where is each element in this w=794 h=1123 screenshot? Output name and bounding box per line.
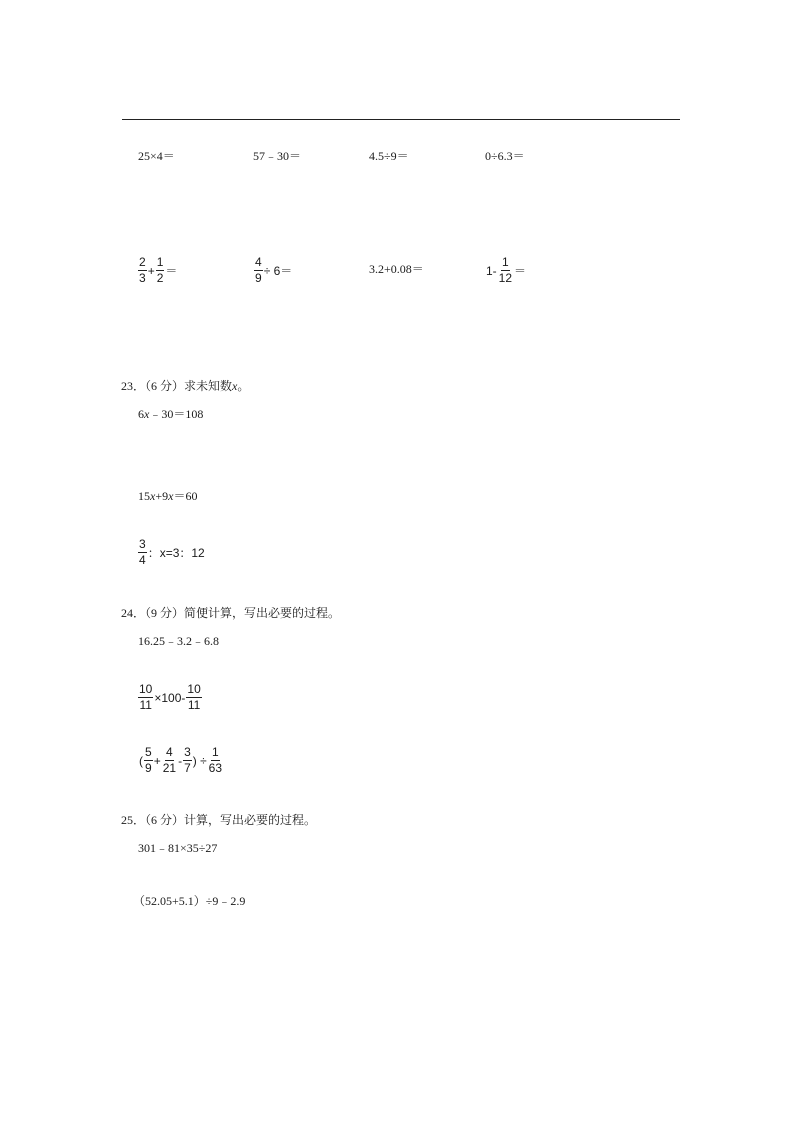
fraction: $\frac{4}{9}$ <box>255 255 262 285</box>
fraction: $\frac{1}{2}$ <box>156 255 164 285</box>
q23-equation-2: 15x+9x＝60 <box>138 489 198 503</box>
oral-item-2: 57﹣30＝ <box>253 149 302 163</box>
fraction: $\frac{10}{11}$ <box>187 682 201 712</box>
oral-item-3: 4.5÷9＝ <box>369 149 409 163</box>
fraction: $\frac{3}{4}$ <box>139 537 146 567</box>
q24-expression-1: 16.25﹣3.2﹣6.8 <box>138 634 220 648</box>
fraction: $\frac{4}{21}$ <box>162 745 177 775</box>
q25-header: 25．（6 分）计算，写出必要的过程。 <box>121 813 317 827</box>
oral-item-5: $\frac{2}{3}$ + $\frac{1}{2}$ ＝ <box>139 255 178 285</box>
fraction: $\frac{10}{11}$ <box>139 682 153 712</box>
q24-expression-3: ( $\frac{5}{9}$ + $\frac{4}{21}$ - $\frac{3}{7}$ ) ÷ $\frac{1}{63}$ <box>139 745 223 775</box>
fraction: $\frac{5}{9}$ <box>145 745 152 775</box>
q23-header: 23．（6 分）求未知数x。 <box>121 379 250 393</box>
oral-item-7: 3.2+0.08＝ <box>369 262 424 276</box>
fraction: $\frac{1}{63}$ <box>208 745 223 775</box>
q25-expression-1: 301﹣81×35÷27 <box>138 841 218 855</box>
fraction: $\frac{2}{3}$ <box>139 255 146 285</box>
oral-item-1: 25×4＝ <box>138 149 175 163</box>
fraction: $\frac{3}{7}$ <box>184 745 191 775</box>
header-rule <box>122 119 680 120</box>
q24-header: 24．（9 分）简便计算，写出必要的过程。 <box>121 606 341 620</box>
q25-expression-2: （52.05+5.1）÷9﹣2.9 <box>133 894 246 908</box>
oral-item-6: $\frac{4}{9}$ ÷ 6＝ <box>255 255 293 285</box>
q23-equation-1: 6x﹣30＝108 <box>138 407 204 421</box>
q24-expression-2: $\frac{10}{11}$ ×100- $\frac{10}{11}$ <box>139 682 201 712</box>
fraction: $\frac{1}{12}$ <box>498 255 513 285</box>
oral-item-4: 0÷6.3＝ <box>485 149 525 163</box>
q23-equation-3: $\frac{3}{4}$ ：x=3：12 <box>139 537 205 567</box>
oral-item-8: 1- $\frac{1}{12}$ ＝ <box>486 255 527 285</box>
